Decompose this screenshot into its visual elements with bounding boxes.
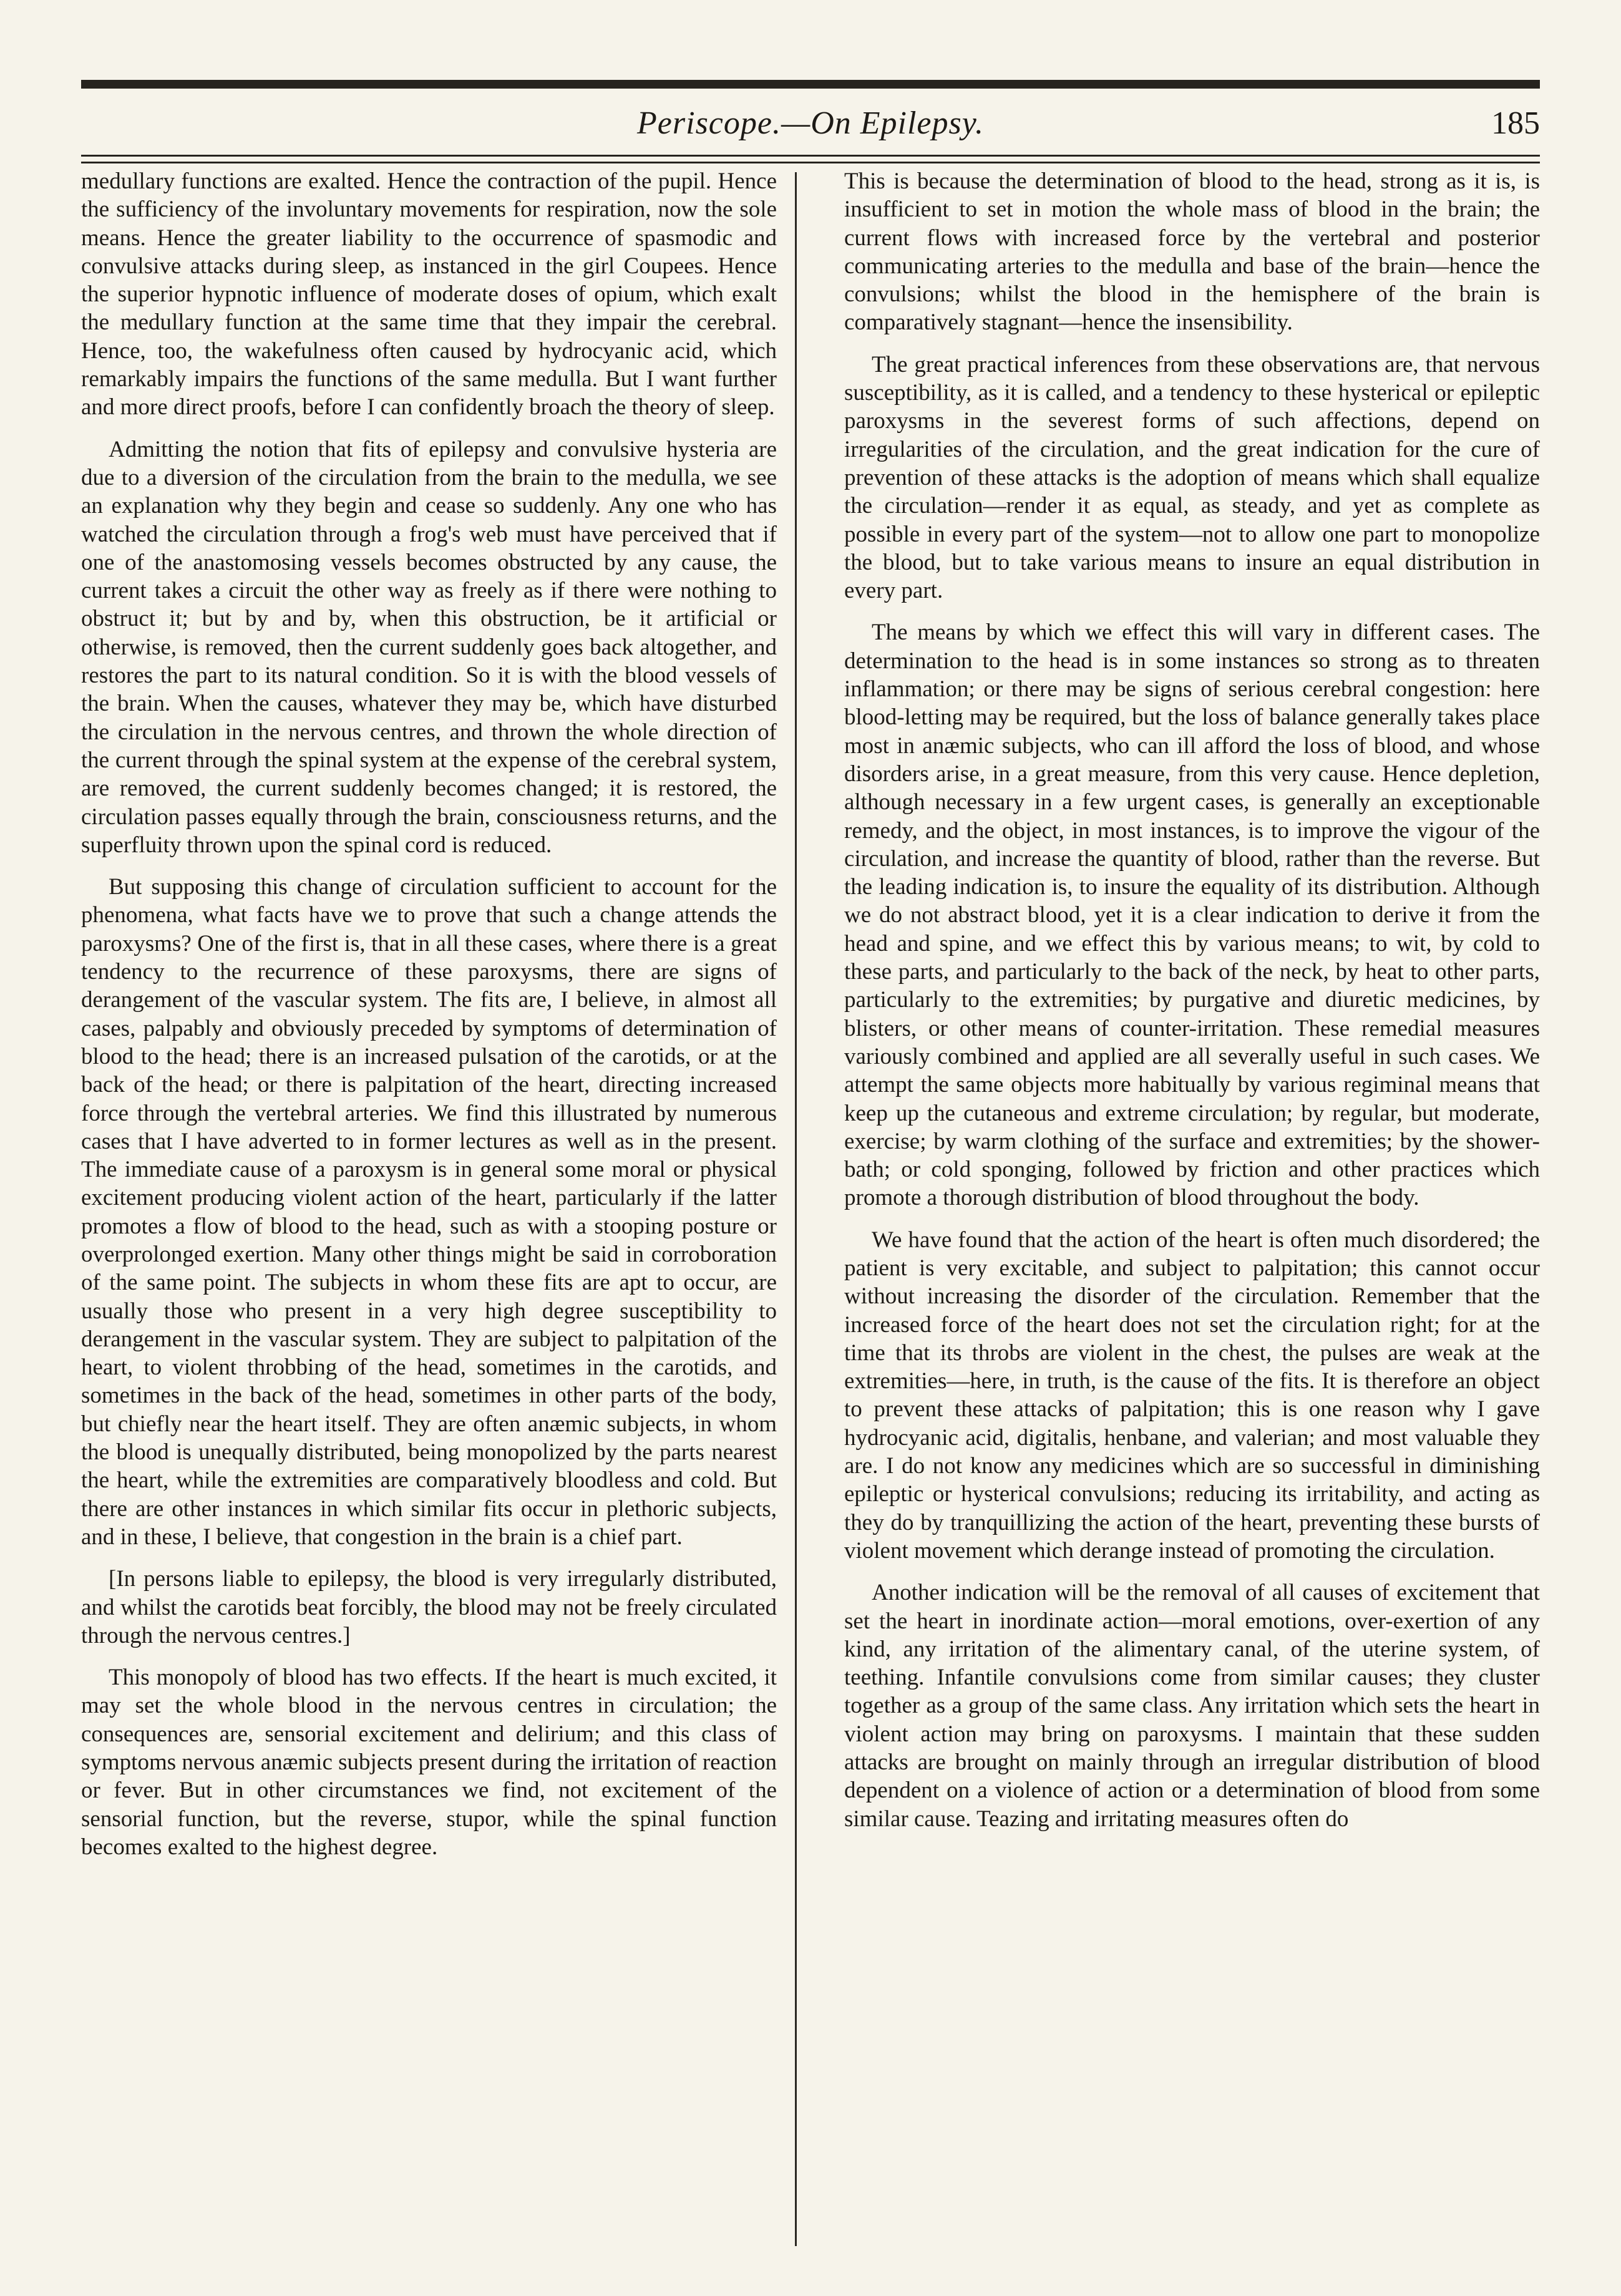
header-double-rule	[81, 155, 1540, 163]
paragraph: The great practical inferences from these observations are, that nervous susceptibility, as it is called, and a tendency to these hysterical or epileptic paroxysms in the severest forms of such affections, depend on irregularities of the circulation, and the great indication for the cure of prevention of these attacks is the adoption of means which shall equalize the circulation—render it as equal, as steady, and yet as complete as possible in every part of the system—not to allow one part to monopolize the blood, but to take various means to insure an equal distribution in every part.	[844, 351, 1540, 604]
paragraph: The means by which we effect this will vary in different cases. The determination to the head is in some instances so strong as to threaten inflammation; or there may be signs of serious cerebral congestion: here blood-letting may be required, but the loss of balance generally takes place most in anæmic subjects, who can ill afford the loss of blood, and whose disorders arise, in a great measure, from this very cause. Hence depletion, although necessary in a few urgent cases, is generally an exceptionable remedy, and the object, in most instances, is to improve the vigour of the circulation, and increase the quantity of blood, rather than the reverse. But the leading indication is, to insure the equality of its distribution. Although we do not abstract blood, yet it is a clear indication to derive it from the head and spine, and we effect this by various means; to wit, by cold to these parts, and particularly to the back of the neck, by heat to other parts, particularly to the extremities; by purgative and diuretic medicines, by blisters, or other means of counter-irritation. These remedial measures variously combined and applied are all severally useful in such cases. We attempt the same objects more habitually by various regiminal means that keep up the cutaneous and extreme circulation; by regular, but moderate, exercise; by warm clothing of the surface and extremities; by the shower-bath; or cold sponging, followed by friction and other practices which promote a thorough distribution of blood throughout the body.	[844, 620, 1540, 1211]
page-header	[81, 94, 1540, 153]
page-number: 185	[1491, 105, 1540, 141]
paragraph: This is because the determination of blood to the head, strong as it is, is insufficient to set in motion the whole mass of blood in the brain; the current flows with increased force by the vertebral and posterior communicating arteries to the medulla and base of the brain—hence the convulsions; whilst the blood in the hemisphere of the brain is comparatively stagnant—hence the insensibility.	[844, 168, 1540, 336]
top-border-rule	[81, 80, 1540, 89]
paragraph: Another indication will be the removal of all causes of excitement that set the heart in inordinate action—moral emotions, over-exertion of any kind, any irritation of the alimentary canal, of the uterine system, of teething. Infantile convulsions come from similar causes; they cluster together as a group of the same class. Any irritation which sets the heart in violent action may bring on paroxysms. I maintain that these sudden attacks are brought on mainly through an irregular distribution of blood dependent on a violence of action or a determination of blood from some similar cause. Teazing and irritating measures often do	[844, 1580, 1540, 1832]
column-divider	[795, 172, 797, 2246]
paragraph: We have found that the action of the heart is often much disordered; the patient is very excitable, and subject to palpitation; this cannot occur without increasing the disorder of the circulation. Remember that the increased force of the heart does not set the circulation right; for at the time that its throbs are violent in the chest, the pulses are weak at the extremities—here, in truth, is the cause of the fits. It is therefore an object to prevent these attacks of palpitation; this is one reason why I gave hydrocyanic acid, digitalis, henbane, and valerian; and most valuable they are. I do not know any medicines which are so successful in diminishing epileptic or hysterical convulsions; reducing its irritability, and acting as they do by tranquillizing the action of the heart, preventing these bursts of violent movement which derange instead of promoting the circulation.	[844, 1227, 1540, 1564]
text-columns	[81, 167, 1540, 2246]
running-title: Periscope.—On Epilepsy.	[637, 105, 984, 141]
paragraph: But supposing this change of circulation sufficient to account for the phenomena, what facts have we to prove that such a change attends the paroxysms? One of the first is, that in all these cases, where there is a great tendency to the recurrence of these paroxysms, there are signs of derangement of the vascular system. The fits are, I believe, in almost all cases, palpably and obviously preceded by symptoms of determination of blood to the head; there is an increased pulsation of the carotids, or at the back of the head; or there is palpitation of the heart, directing increased force through the vertebral arteries. We find this illustrated by numerous cases that I have adverted to in former lectures as well as in the present. The immediate cause of a paroxysm is in general some moral or physical excitement producing violent action of the heart, particularly if the latter promotes a flow of blood to the head, such as with a stooping posture or overprolonged exertion. Many other things might be said in corroboration of the same point. The subjects in whom these fits are apt to occur, are usually those who present in a very high degree susceptibility to derangement in the vascular system. They are subject to palpitation of the heart, to violent throbbing of the head, sometimes in the carotids, and sometimes in the back of the head, sometimes in other parts of the body, but chiefly near the heart itself. They are often anæmic subjects, in whom the blood is unequally distributed, being monopolized by the parts nearest the heart, while the extremities are comparatively bloodless and cold. But there are other instances in which similar fits occur in plethoric subjects, and in these, I believe, that congestion in the brain is a chief part.	[81, 874, 777, 1550]
right-column	[844, 167, 1540, 2246]
paragraph: This monopoly of blood has two effects. If the heart is much excited, it may set the whole blood in the nervous centres in circulation; the consequences are, sensorial excitement and delirium; and this class of symptoms nervous anæmic subjects present during the irritation of reaction or fever. But in other circumstances we find, not excitement of the sensorial function, but the reverse, stupor, while the spinal function becomes exalted to the highest degree.	[81, 1665, 777, 1860]
paragraph: Admitting the notion that fits of epilepsy and convulsive hysteria are due to a diversion of the circulation from the brain to the medulla, we see an explanation why they begin and cease so suddenly. Any one who has watched the circulation through a frog's web must have perceived that if one of the anastomosing vessels becomes obstructed by any cause, the current takes a circuit the other way as freely as if there were nothing to obstruct it; but by and by, when this obstruction, be it artificial or otherwise, is removed, then the current suddenly goes back altogether, and restores the part to its natural condition. So it is with the blood vessels of the brain. When the causes, whatever they may be, which have disturbed the circulation in the nervous centres, and thrown the whole direction of the current through the spinal system at the expense of the cerebral system, are removed, the current suddenly becomes changed; it is restored, the circulation passes equally through the brain, consciousness returns, and the superfluity thrown upon the spinal cord is reduced.	[81, 436, 777, 858]
paragraph: [In persons liable to epilepsy, the blood is very irregularly distributed, and whilst the carotids beat forcibly, the blood may not be freely circulated through the nervous centres.]	[81, 1566, 777, 1648]
paragraph: medullary functions are exalted. Hence the contraction of the pupil. Hence the sufficiency of the involuntary movements for respiration, now the sole means. Hence the greater liability to the occurrence of spasmodic and convulsive attacks during sleep, as instanced in the girl Coupees. Hence the superior hypnotic influence of moderate doses of opium, which exalt the medullary function at the same time that they impair the cerebral. Hence, too, the wakefulness often caused by hydrocyanic acid, which remarkably impairs the functions of the same medulla. But I want further and more direct proofs, before I can confidently broach the theory of sleep.	[81, 168, 777, 421]
left-column	[81, 167, 777, 2246]
